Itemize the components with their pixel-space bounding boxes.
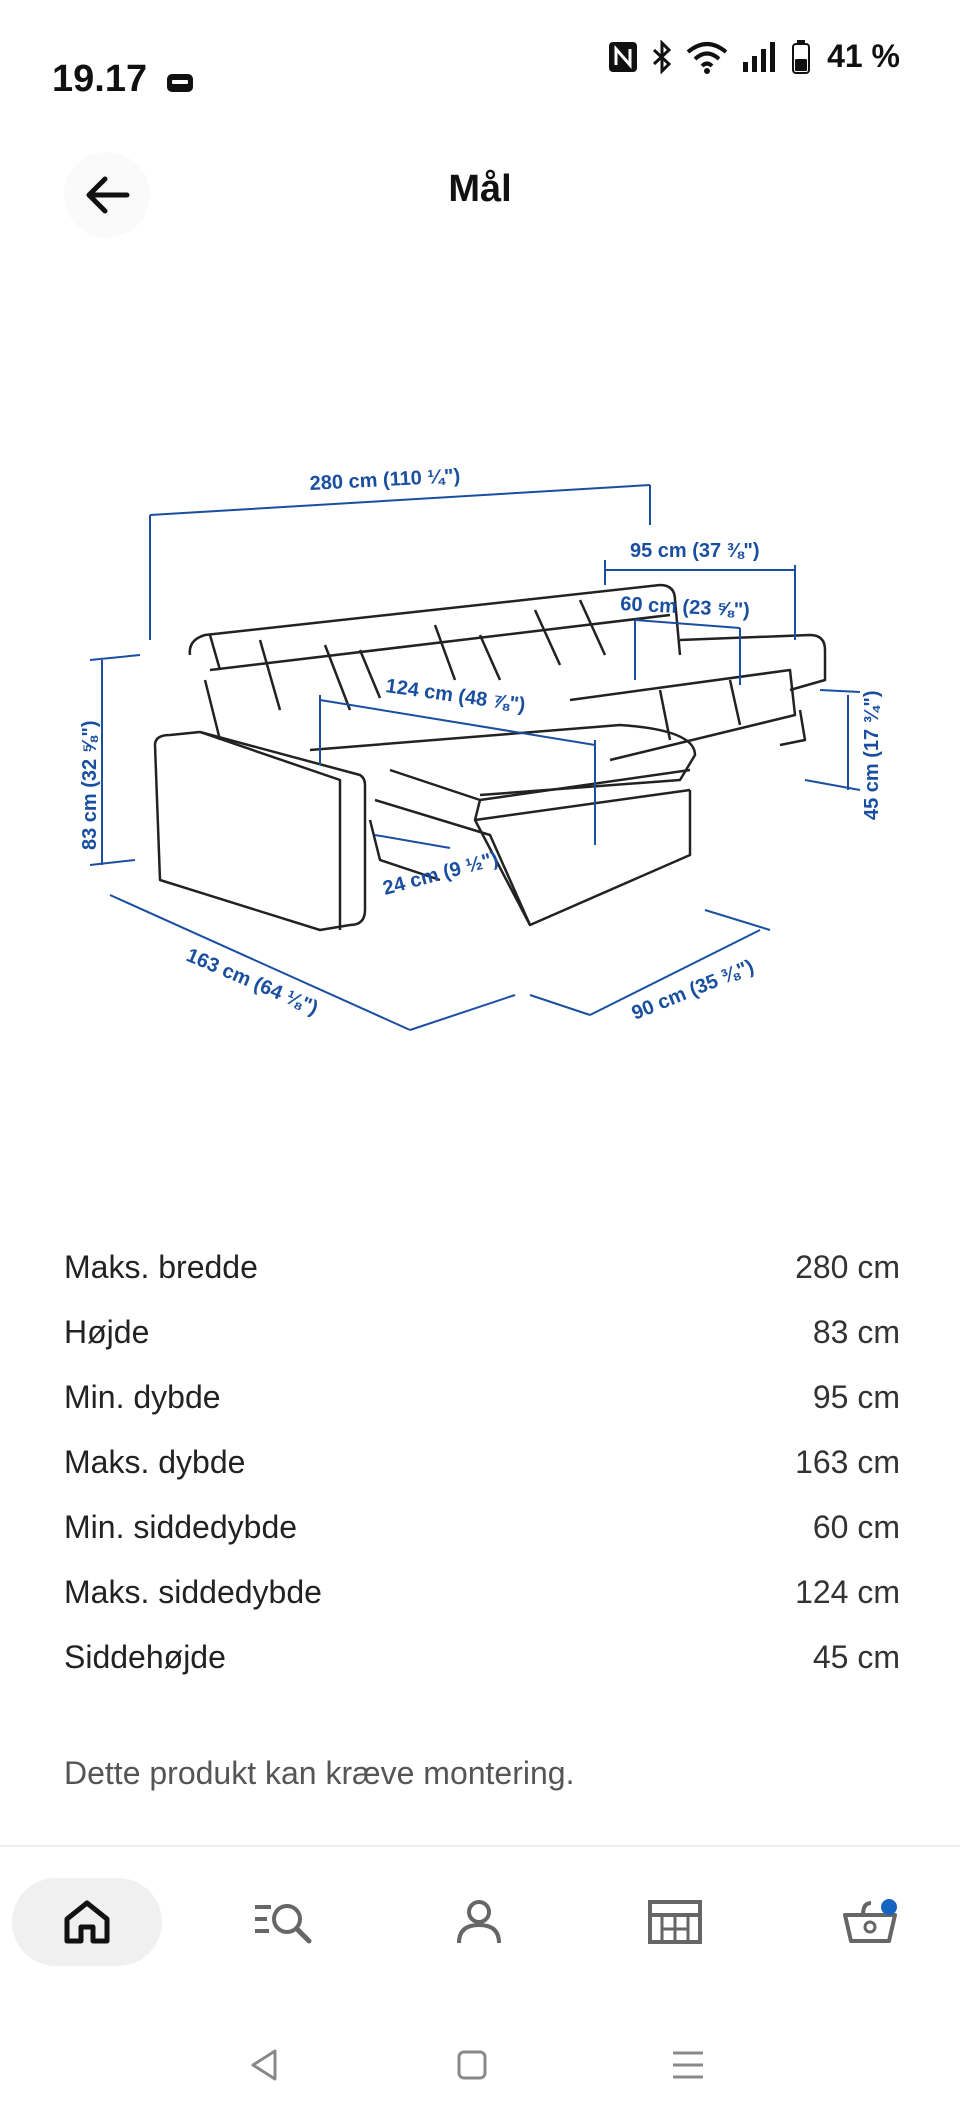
system-home-button[interactable] xyxy=(442,2040,502,2090)
nav-cart[interactable] xyxy=(796,1878,946,1966)
dim-label-seat-height-45: 45 cm (17 ¾") xyxy=(861,690,883,820)
dim-label-width-90: 90 cm (35 ⅜") xyxy=(628,955,758,1025)
menu-lines-icon xyxy=(670,2049,706,2081)
spec-label: Højde xyxy=(64,1314,150,1350)
sofa-dimension-diagram xyxy=(60,440,900,1060)
spec-value: 45 cm xyxy=(812,1639,900,1675)
spec-label: Maks. bredde xyxy=(64,1249,258,1285)
page-title: Mål xyxy=(448,168,512,210)
spec-label: Min. dybde xyxy=(64,1379,221,1415)
dim-label-height-83: 83 cm (32 ⅝") xyxy=(79,720,101,850)
spec-row xyxy=(48,1495,916,1560)
dim-label-seat-depth-60: 60 cm (23 ⅝") xyxy=(619,593,751,622)
search-list-icon xyxy=(253,1899,313,1945)
spec-row xyxy=(48,1235,916,1300)
sim-icon xyxy=(166,72,194,94)
spec-value: 124 cm xyxy=(795,1574,900,1610)
spec-label: Maks. siddedybde xyxy=(64,1574,322,1610)
header xyxy=(0,130,960,260)
dim-label-depth-163: 163 cm (64 ⅛") xyxy=(183,944,322,1020)
battery-icon xyxy=(791,39,811,75)
nav-home[interactable] xyxy=(12,1878,162,1966)
wifi-icon xyxy=(685,40,729,74)
square-home-icon xyxy=(456,2049,488,2081)
triangle-back-icon xyxy=(249,2048,279,2082)
assembly-note: Dette produkt kan kræve montering. xyxy=(64,1755,575,1791)
nfc-icon xyxy=(607,40,639,74)
dim-label-width-280: 280 cm (110 ¼") xyxy=(309,465,461,495)
home-icon xyxy=(63,1899,111,1945)
bluetooth-icon xyxy=(651,40,673,74)
spec-row xyxy=(48,1430,916,1495)
spec-value: 60 cm xyxy=(812,1509,900,1545)
nav-search[interactable] xyxy=(208,1878,358,1966)
store-icon xyxy=(647,1899,703,1945)
spec-row xyxy=(48,1560,916,1625)
spec-row xyxy=(48,1625,916,1690)
system-menu-button[interactable] xyxy=(658,2040,718,2090)
status-bar xyxy=(0,0,960,120)
nav-store[interactable] xyxy=(600,1878,750,1966)
dimensions-table xyxy=(48,1235,916,1690)
spec-label: Maks. dybde xyxy=(64,1444,246,1480)
nav-profile[interactable] xyxy=(404,1878,554,1966)
battery-percent: 41 % xyxy=(827,38,900,74)
spec-row xyxy=(48,1300,916,1365)
nav-divider xyxy=(0,1845,960,1847)
profile-icon xyxy=(456,1899,502,1945)
dim-label-seat-depth-124: 124 cm (48 ⅞") xyxy=(384,675,527,717)
dim-label-arm-24: 24 cm (9 ½") xyxy=(380,847,501,900)
spec-label: Siddehøjde xyxy=(64,1639,226,1675)
spec-value: 163 cm xyxy=(795,1444,900,1480)
dim-label-depth-95: 95 cm (37 ⅜") xyxy=(630,540,760,562)
system-back-button[interactable] xyxy=(234,2040,294,2090)
status-time: 19.17 xyxy=(52,58,148,100)
spec-row xyxy=(48,1365,916,1430)
spec-value: 83 cm xyxy=(812,1314,900,1350)
system-nav-bar xyxy=(0,2010,960,2110)
bottom-nav xyxy=(0,1848,960,1998)
spec-value: 280 cm xyxy=(795,1249,900,1285)
cart-icon xyxy=(841,1897,901,1947)
spec-value: 95 cm xyxy=(812,1379,900,1415)
dimension-lines xyxy=(90,485,860,1030)
signal-icon xyxy=(741,40,779,74)
spec-label: Min. siddedybde xyxy=(64,1509,298,1545)
sofa-drawing xyxy=(155,585,825,930)
